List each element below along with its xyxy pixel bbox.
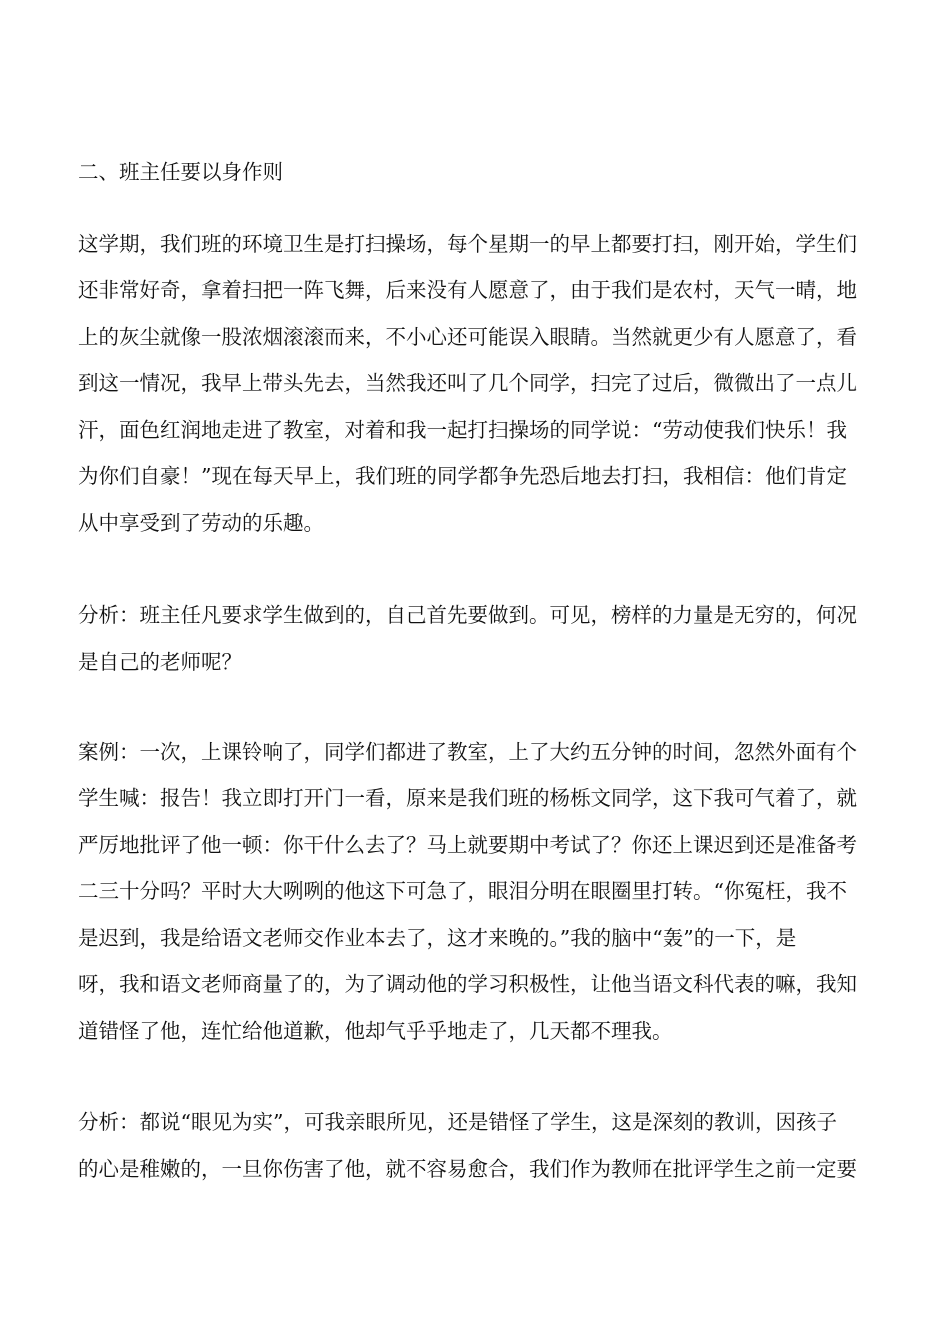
text-line: 还非常好奇，拿着扫把一阵飞舞，后来没有人愿意了，由于我们是农村，天气一晴，地 [78,278,857,302]
text-line: 是迟到，我是给语文老师交作业本去了，这才来晚的。”我的脑中“轰”的一下，是 [78,926,797,950]
text-line: 分析：都说“眼见为实”，可我亲眼所见，还是错怪了学生，这是深刻的教训，因孩子 [78,1110,837,1134]
text-line: 上的灰尘就像一股浓烟滚滚而来，不小心还可能误入眼睛。当然就更少有人愿意了，看 [78,325,857,349]
text-line: 道错怪了他，连忙给他道歉，他却气乎乎地走了，几天都不理我。 [78,1019,673,1043]
text-line: 的心是稚嫩的，一旦你伤害了他，就不容易愈合，我们作为教师在批评学生之前一定要 [78,1157,857,1181]
section-heading: 二、班主任要以身作则 [78,160,283,184]
text-line: 是自己的老师呢？ [78,650,242,674]
text-line: 汗，面色红润地走进了教室，对着和我一起打扫操场的同学说：“劳动使我们快乐！我 [78,418,847,442]
text-line: 呀，我和语文老师商量了的，为了调动他的学习积极性，让他当语文科代表的嘛，我知 [78,972,857,996]
text-line: 到这一情况，我早上带头先去，当然我还叫了几个同学，扫完了过后，微微出了一点儿 [78,371,857,395]
text-line: 案例：一次，上课铃响了，同学们都进了教室，上了大约五分钟的时间，忽然外面有个 [78,740,857,764]
text-line: 这学期，我们班的环境卫生是打扫操场，每个星期一的早上都要打扫，刚开始，学生们 [78,232,857,256]
text-line: 分析：班主任凡要求学生做到的，自己首先要做到。可见，榜样的力量是无穷的，何况 [78,603,857,627]
text-line: 二三十分吗？平时大大咧咧的他这下可急了，眼泪分明在眼圈里打转。“你冤枉，我不 [78,879,847,903]
text-line: 为你们自豪！”现在每天早上，我们班的同学都争先恐后地去打扫，我相信：他们肯定 [78,464,847,488]
text-line: 从中享受到了劳动的乐趣。 [78,511,324,535]
text-line: 学生喊：报告！我立即打开门一看，原来是我们班的杨栎文同学，这下我可气着了，就 [78,786,857,810]
text-line: 严厉地批评了他一顿：你干什么去了？马上就要期中考试了？你还上课迟到还是准备考 [78,833,857,857]
